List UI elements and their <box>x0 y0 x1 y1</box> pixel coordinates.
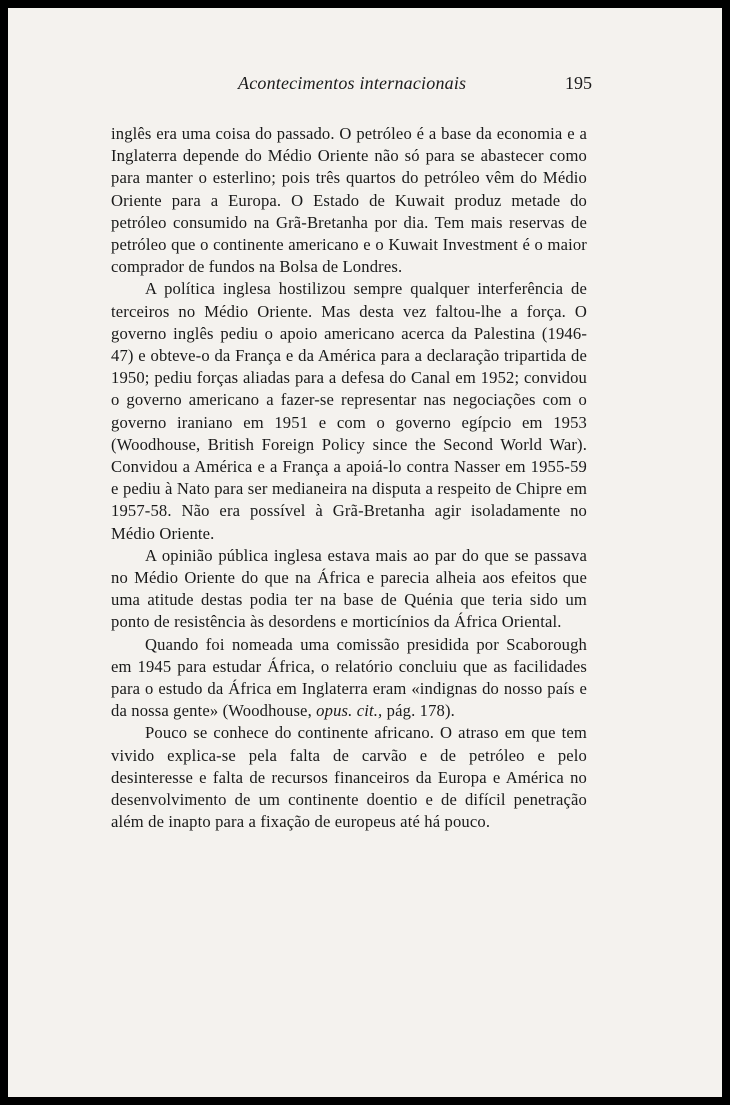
page-number: 195 <box>565 73 592 93</box>
paragraph-4-text-end: pág. 178). <box>382 701 455 721</box>
paragraph-5: Pouco se conhece do continente africano. O atraso em que tem vivido explica-se pela falta de carvão e de petróleo e pelo desinteresse e falta de recursos financeiros da Europa e América no desenvolvimento de um continente doentio e de difícil penetração além de inapto para a fixação de europeus até há pouco. <box>111 723 587 832</box>
paragraph-3: A opinião pública inglesa estava mais ao par do que se passava no Médio Oriente do que na África e parecia alheia aos efeitos que uma atitude destas podia ter na base de Quénia que teria sido um ponto de resistência às desordens e morticínios da África Oriental. <box>111 545 587 632</box>
paragraph-4-text: Quando foi nomeada uma comissão presidida por Scaborough em 1945 para estudar África, o relatório concluiu que as facilidades para o estudo da África em Inglaterra eram «indignas do nosso país e da nossa gente» (Woodhouse, <box>111 634 587 721</box>
paragraph-2: A política inglesa hostilizou sempre qualquer interferência de terceiros no Médio Oriente. Mas desta vez faltou-lhe a força. O governo inglês pediu o apoio americano acerca da Palestina (1946-47) e obteve-o da França e da América para a declaração tripartida de 1950; pediu forças aliadas para a defesa do Canal em 1952; convidou o governo americano a fazer-se representar nas negociações com o governo iraniano em 1951 e com o governo egípcio em 1953 (Woodhouse, British Foreign Policy since the Second World War). Convidou a América e a França a apoiá-lo contra Nasser em 1955-59 e pediu à Nato para ser medianeira na disputa a respeito de Chipre em 1957-58. Não era possível à Grã-Bretanha agir isoladamente no Médio Oriente. <box>111 279 587 543</box>
paragraph-1: inglês era uma coisa do passado. O petróleo é a base da economia e a Inglaterra depende do Médio Oriente não só para se abastecer como para manter o esterlino; pois três quartos do petróleo vêm do Médio Oriente para a Europa. O Estado de Kuwait produz metade do petróleo consumido na Grã-Bretanha por dia. Tem mais reservas de petróleo que o continente americano e o Kuwait Investment é o maior comprador de fundos na Bolsa de Londres. <box>111 124 587 277</box>
book-page <box>8 8 722 1097</box>
running-title: Acontecimentos internacionais <box>238 73 467 93</box>
paragraph-4-citation: opus. cit., <box>316 701 383 721</box>
page-header <box>108 73 592 101</box>
paragraph-4 <box>111 634 587 723</box>
body-text <box>111 123 587 834</box>
